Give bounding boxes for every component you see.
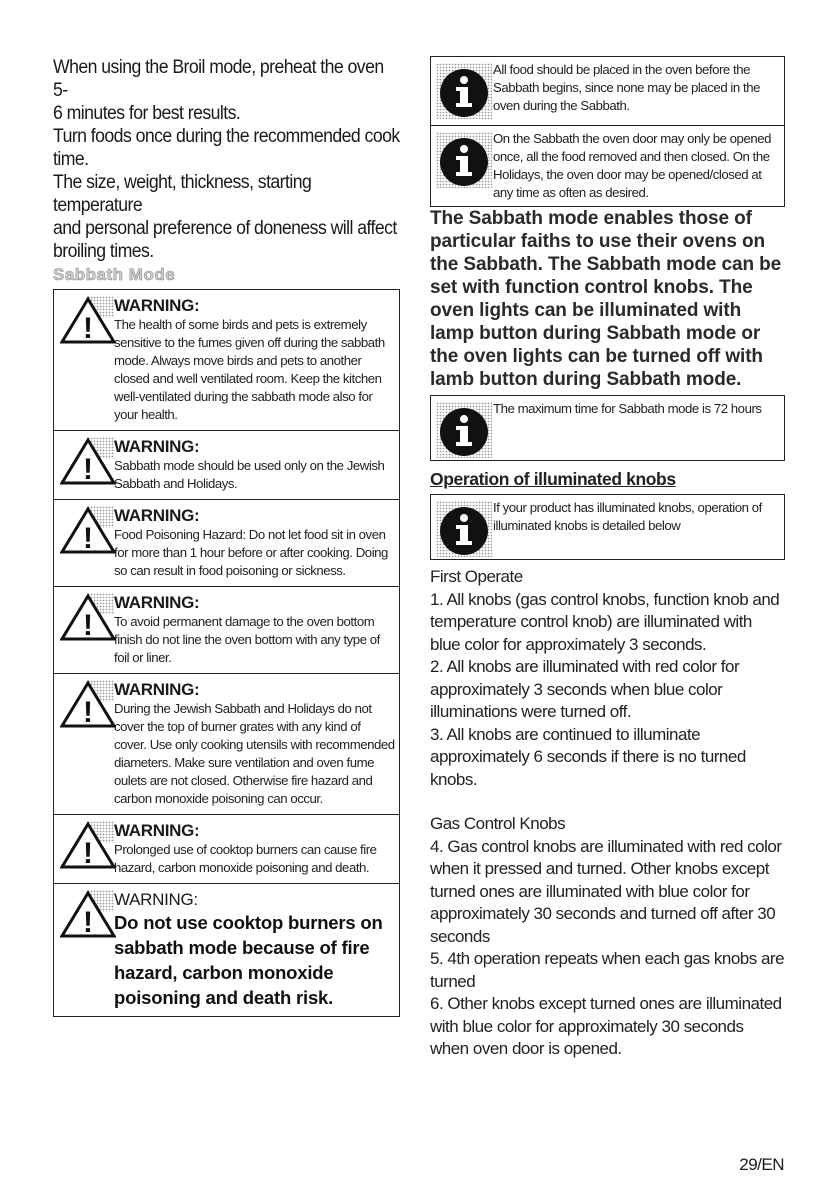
- warning-box: [54, 815, 399, 884]
- warning-body: Food Poisoning Hazard: Do not let food sit in oven for more than 1 hour before or after cooking. Doing so can result in food poisoning or sickness.: [114, 527, 388, 578]
- section-title-sabbath: Sabbath Mode: [53, 265, 176, 284]
- warning-triangle-icon: [58, 680, 116, 732]
- info-box: [430, 56, 785, 126]
- operate-step: 2. All knobs are illuminated with red color for approximately 3 seconds when blue color illuminations were turned off.: [430, 657, 740, 721]
- warning-box: [54, 884, 399, 1016]
- warning-title: WARNING:: [114, 506, 200, 525]
- info-icon: [435, 130, 493, 190]
- warning-triangle-icon: [58, 437, 116, 489]
- info-text: On the Sabbath the oven door may only be opened once, all the food removed and then closed. On the Holidays, the oven door may be opened/closed at any time as often as desired.: [493, 131, 771, 200]
- warning-title: WARNING:: [114, 593, 200, 612]
- sabbath-description: The Sabbath mode enables those of particular faiths to use their ovens on the Sabbath. The Sabbath mode can be set with function control knobs. The oven lights can be illuminated with lamp button during Sabbath mode or the oven lights can be turned off with lamb button during Sabbath mode.: [430, 208, 782, 390]
- first-operate-section: [430, 566, 785, 791]
- info-text: The maximum time for Sabbath mode is 72 hours: [493, 401, 762, 416]
- warning-body: During the Jewish Sabbath and Holidays do not cover the top of burner grates with any kind of cover. Use only cooking utensils with recommended diameters. Make sure ventilation and oven fume oulets are not closed. Otherwise fire hazard and carbon monoxide poisoning can occur.: [114, 701, 395, 806]
- operate-step: 4. Gas control knobs are illuminated with red color when it pressed and turned. Other knobs except turned ones are illuminated with blue color for approximately 30 seconds and turned off after 30 seconds: [430, 836, 782, 946]
- warning-triangle-icon: [58, 890, 116, 942]
- info-box-max-time: [430, 395, 785, 461]
- warning-triangle-icon: [58, 296, 116, 348]
- info-icon: [435, 499, 493, 555]
- warning-title: WARNING:: [114, 437, 200, 456]
- intro-line: time.: [53, 149, 89, 170]
- warning-body: Do not use cooktop burners on sabbath mode because of fire hazard, carbon monoxide poisoning and death risk.: [114, 912, 383, 1008]
- operate-step: 5. 4th operation repeats when each gas knobs are turned: [430, 949, 785, 991]
- warning-triangle-icon: [58, 506, 116, 558]
- warning-triangle-icon: [58, 821, 116, 873]
- info-box-knobs: [430, 494, 785, 560]
- info-text: If your product has illuminated knobs, operation of illuminated knobs is detailed below: [493, 500, 762, 533]
- warning-body: The health of some birds and pets is extremely sensitive to the fumes given off during the sabbath mode. Always move birds and pets to another closed and well ventilated room. Keep the kitchen well-ventilated during the sabbath mode also for your health.: [114, 317, 385, 422]
- info-icon: [435, 400, 493, 456]
- warning-body: To avoid permanent damage to the oven bottom finish do not line the oven bottom with any type of foil or liner.: [114, 614, 380, 665]
- intro-line: 6 minutes for best results.: [53, 103, 241, 124]
- warning-body: Prolonged use of cooktop burners can cause fire hazard, carbon monoxide poisoning and death.: [114, 842, 377, 875]
- warning-box: [54, 431, 399, 500]
- intro-line: When using the Broil mode, preheat the oven 5-: [53, 57, 384, 101]
- warning-triangle-icon: [58, 593, 116, 645]
- gas-control-title: Gas Control Knobs: [430, 814, 566, 833]
- operation-heading: Operation of illuminated knobs: [430, 469, 676, 489]
- warning-title: WARNING:: [114, 821, 200, 840]
- info-text: All food should be placed in the oven before the Sabbath begins, since none may be placed in the oven during the Sabbath.: [493, 62, 760, 113]
- warning-box: [54, 290, 399, 431]
- svg-text:!: !: [83, 837, 93, 869]
- intro-line: The size, weight, thickness, starting temperature: [53, 172, 312, 216]
- warning-box: [54, 587, 399, 674]
- svg-text:!: !: [83, 522, 93, 554]
- intro-line: and personal preference of doneness will affect: [53, 218, 397, 239]
- warning-title: WARNING:: [114, 296, 200, 315]
- warning-box: [54, 674, 399, 815]
- warning-title: WARNING:: [114, 680, 200, 699]
- right-column: [430, 56, 785, 1061]
- intro-line: broiling times.: [53, 241, 154, 262]
- svg-text:!: !: [83, 609, 93, 641]
- svg-text:!: !: [83, 906, 93, 938]
- intro-line: Turn foods once during the recommended cook: [53, 126, 400, 147]
- svg-text:!: !: [83, 312, 93, 344]
- broil-intro: [53, 56, 403, 263]
- warning-body: Sabbath mode should be used only on the Jewish Sabbath and Holidays.: [114, 458, 385, 491]
- warning-title: WARNING:: [114, 890, 198, 909]
- operate-step: 1. All knobs (gas control knobs, function knob and temperature control knob) are illuminated with blue color for approximately 3 seconds.: [430, 589, 780, 654]
- svg-text:!: !: [83, 453, 93, 485]
- operate-step: 3. All knobs are continued to illuminate approximately 6 seconds if there is no turned knobs.: [430, 724, 746, 789]
- first-operate-title: First Operate: [430, 567, 523, 586]
- svg-text:!: !: [83, 696, 93, 728]
- info-stack: [430, 56, 785, 207]
- warning-stack: [53, 289, 400, 1017]
- info-icon: [435, 61, 493, 121]
- info-box: [430, 126, 785, 207]
- gas-control-section: [430, 813, 785, 1061]
- warning-box: [54, 500, 399, 587]
- page-number: 29/EN: [739, 1155, 784, 1174]
- operate-step: 6. Other knobs except turned ones are illuminated with blue color for approximately 30 seconds when oven door is opened.: [430, 994, 782, 1058]
- left-column: [53, 56, 403, 1017]
